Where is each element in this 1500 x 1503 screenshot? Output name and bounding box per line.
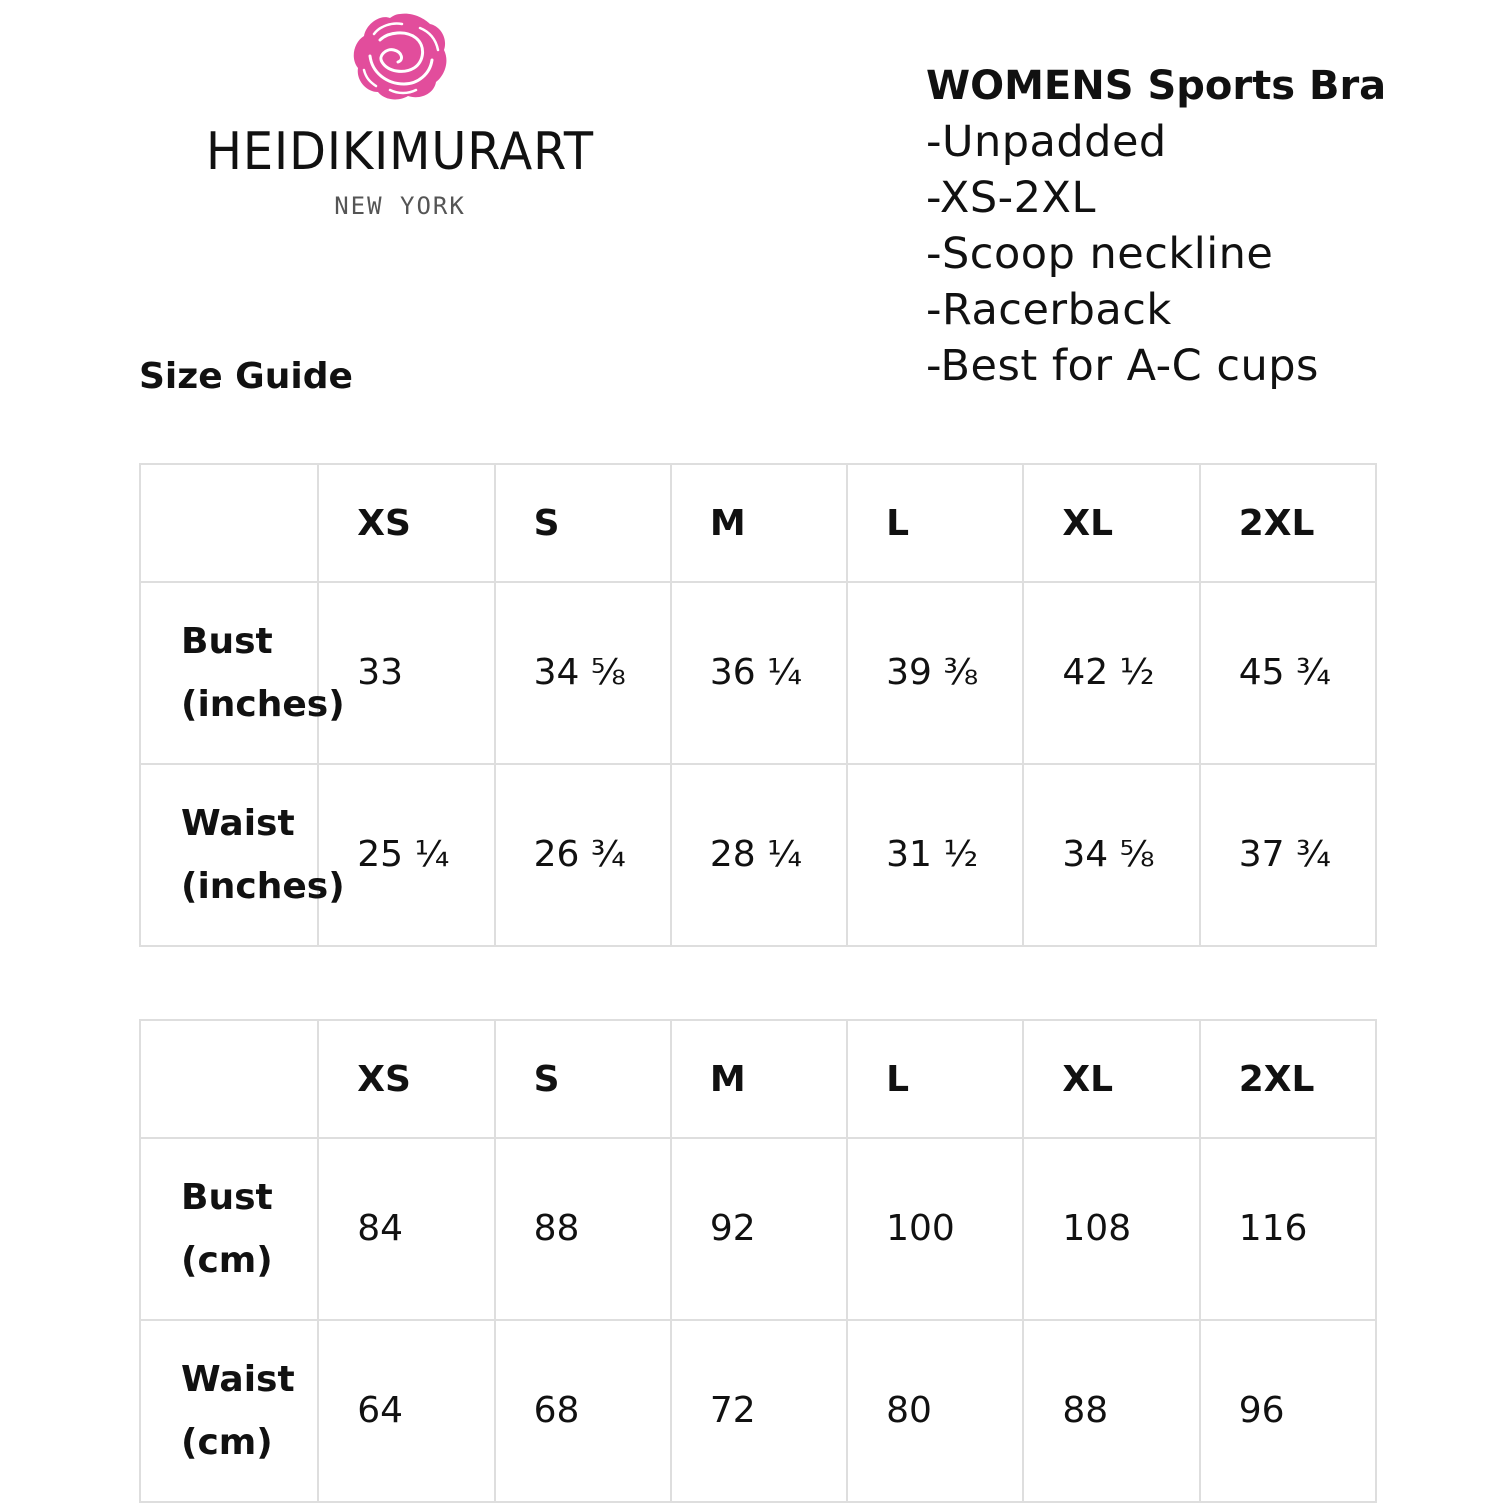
table-cell: 88: [495, 1138, 671, 1320]
brand-city: NEW YORK: [334, 192, 466, 220]
size-guide-heading: Size Guide: [139, 356, 353, 397]
table-header-row: [140, 1020, 1376, 1138]
size-table-inches: [139, 463, 1377, 947]
row-label: Bust (cm): [140, 1138, 318, 1320]
table-row: [140, 1320, 1376, 1502]
table-cell: 25 ¼: [318, 764, 494, 946]
size-header: M: [671, 1020, 847, 1138]
size-header: M: [671, 464, 847, 582]
size-header: L: [847, 464, 1023, 582]
size-header: 2XL: [1200, 464, 1376, 582]
table-cell: 80: [847, 1320, 1023, 1502]
table-cell: 100: [847, 1138, 1023, 1320]
size-header: XS: [318, 1020, 494, 1138]
table-cell: 92: [671, 1138, 847, 1320]
table-cell: 96: [1200, 1320, 1376, 1502]
table-cell: 88: [1023, 1320, 1199, 1502]
row-label: Bust (inches): [140, 582, 318, 764]
size-header: 2XL: [1200, 1020, 1376, 1138]
size-table-cm: [139, 1019, 1377, 1503]
table-cell: 84: [318, 1138, 494, 1320]
feature-item: -XS-2XL: [926, 173, 1096, 223]
table-cell: 37 ¾: [1200, 764, 1376, 946]
table-cell: 34 ⅝: [495, 582, 671, 764]
table-cell: 64: [318, 1320, 494, 1502]
feature-list: [926, 114, 1486, 394]
size-header: S: [495, 464, 671, 582]
corner-cell: [140, 464, 318, 582]
table-cell: 68: [495, 1320, 671, 1502]
table-cell: 26 ¾: [495, 764, 671, 946]
size-header: XL: [1023, 464, 1199, 582]
table-cell: 108: [1023, 1138, 1199, 1320]
table-cell: 28 ¼: [671, 764, 847, 946]
table-cell: 34 ⅝: [1023, 764, 1199, 946]
brand-logo: [180, 10, 620, 220]
size-header: L: [847, 1020, 1023, 1138]
rose-icon: [350, 10, 450, 102]
feature-item: -Racerback: [926, 285, 1172, 335]
product-info: [926, 58, 1486, 394]
feature-item: -Best for A-C cups: [926, 341, 1319, 391]
table-cell: 72: [671, 1320, 847, 1502]
size-header: S: [495, 1020, 671, 1138]
feature-item: -Unpadded: [926, 117, 1167, 167]
product-title: WOMENS Sports Bra: [926, 63, 1387, 109]
size-header: XS: [318, 464, 494, 582]
feature-item: -Scoop neckline: [926, 229, 1274, 279]
table-row: [140, 1138, 1376, 1320]
table-cell: 39 ⅜: [847, 582, 1023, 764]
table-cell: 116: [1200, 1138, 1376, 1320]
row-label: Waist (inches): [140, 764, 318, 946]
table-header-row: [140, 464, 1376, 582]
table-cell: 33: [318, 582, 494, 764]
table-cell: 45 ¾: [1200, 582, 1376, 764]
table-cell: 36 ¼: [671, 582, 847, 764]
table-row: [140, 764, 1376, 946]
brand-name: HEIDIKIMURART: [205, 122, 595, 182]
table-cell: 31 ½: [847, 764, 1023, 946]
row-label: Waist (cm): [140, 1320, 318, 1502]
table-cell: 42 ½: [1023, 582, 1199, 764]
corner-cell: [140, 1020, 318, 1138]
size-header: XL: [1023, 1020, 1199, 1138]
table-row: [140, 582, 1376, 764]
